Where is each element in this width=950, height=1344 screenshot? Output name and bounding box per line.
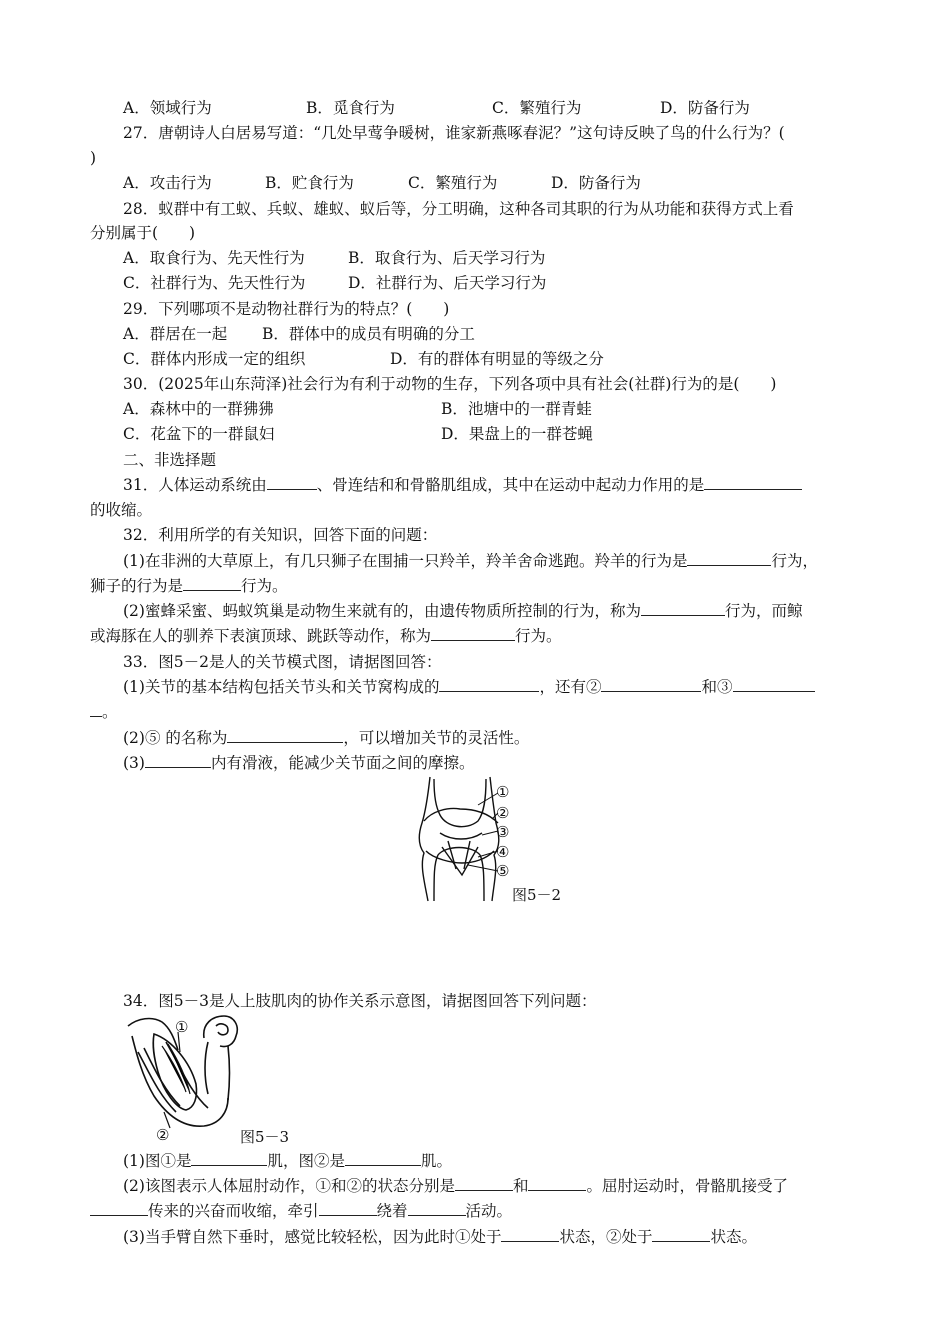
q27-option-b: B．贮食行为 bbox=[265, 174, 354, 192]
q30-option-d: D．果盘上的一群苍蝇 bbox=[441, 425, 593, 443]
q28-stem-cont: 分别属于( ) bbox=[90, 224, 196, 242]
q33-p3-text-a: (3) bbox=[123, 754, 145, 772]
q33-p2-text-a: (2)⑤ 的名称为 bbox=[123, 729, 228, 747]
q34-blank-3[interactable] bbox=[455, 1175, 513, 1191]
joint-outline-left bbox=[419, 777, 430, 901]
q33-p2-text-b: ，可以增加关节的灵活性。 bbox=[343, 729, 530, 747]
q34-p1-text-c: 肌。 bbox=[420, 1152, 452, 1170]
q31-text-a: 31．人体运动系统由 bbox=[123, 476, 267, 494]
q27-option-c: C．繁殖行为 bbox=[408, 174, 498, 192]
q29-option-b: B．群体中的成员有明确的分工 bbox=[262, 325, 475, 343]
q30-option-b: B．池塘中的一群青蛙 bbox=[441, 400, 592, 418]
q32-p2-text-d: 行为。 bbox=[515, 627, 562, 645]
q29-option-a: A．群居在一起 bbox=[123, 325, 228, 343]
q28-option-d: D．社群行为、后天学习行为 bbox=[348, 274, 547, 292]
joint-inner-lines bbox=[448, 841, 470, 869]
q26-option-d: D．防备行为 bbox=[660, 99, 750, 117]
fig53-caption: 图5－3 bbox=[240, 1128, 290, 1146]
q33-p3-text-b: 内有滑液，能减少关节面之间的摩擦。 bbox=[210, 754, 475, 772]
q26-option-a: A．领域行为 bbox=[123, 99, 212, 117]
q28-option-b: B．取食行为、后天学习行为 bbox=[348, 249, 546, 267]
q34-blank-1[interactable] bbox=[191, 1150, 267, 1166]
q34-blank-7[interactable] bbox=[408, 1200, 466, 1216]
biceps-muscle bbox=[153, 1034, 196, 1110]
q34-p2-text-e: 绕着 bbox=[376, 1202, 408, 1220]
q33-p1-line2 bbox=[90, 701, 118, 723]
q34-blank-6[interactable] bbox=[319, 1200, 377, 1216]
q31-text-c: 的收缩。 bbox=[90, 501, 153, 519]
q34-stem: 34．图5－3是人上肢肌肉的协作关系示意图，请据图回答下列问题： bbox=[123, 992, 597, 1010]
arm-fist-outline bbox=[204, 1016, 238, 1047]
q34-p2-text-b: 和 bbox=[512, 1177, 529, 1195]
q32-p2-text-c: 或海豚在人的驯养下表演顶球、跳跃等动作，称为 bbox=[90, 627, 432, 645]
fig52-label-3: ③ bbox=[496, 823, 510, 841]
joint-socket-shape bbox=[434, 848, 484, 902]
q30-stem: 30．(2025年山东菏泽)社会行为有利于动物的生存，下列各项中具有社会(社群)行为的是( ) bbox=[123, 375, 777, 393]
joint-capsule-top bbox=[424, 809, 498, 824]
biceps-fiber-1 bbox=[162, 1046, 186, 1092]
q34-p1-text-a: (1)图①是 bbox=[123, 1152, 192, 1170]
arm-fist-inner bbox=[216, 1024, 228, 1035]
q30-option-c: C．花盆下的一群鼠妇 bbox=[123, 425, 275, 443]
q34-blank-8[interactable] bbox=[501, 1226, 559, 1242]
q27-stem: 27．唐朝诗人白居易写道：“几处早莺争暖树，谁家新燕啄春泥？”这句诗反映了鸟的什么行为？( bbox=[123, 124, 785, 142]
q28-option-c: C．社群行为、先天性行为 bbox=[123, 274, 306, 292]
q34-blank-4[interactable] bbox=[528, 1175, 586, 1191]
q29-option-c: C．群体内形成一定的组织 bbox=[123, 350, 306, 368]
q31-blank-2[interactable] bbox=[704, 474, 802, 490]
q34-blank-5[interactable] bbox=[90, 1200, 148, 1216]
q33-stem: 33．图5－2是人的关节模式图，请据图回答： bbox=[123, 653, 442, 671]
q34-p2-text-a: (2)该图表示人体屈肘动作，①和②的状态分别是 bbox=[123, 1177, 455, 1195]
q34-p1-line bbox=[123, 1150, 452, 1172]
q33-blank-5[interactable] bbox=[145, 752, 211, 768]
fig52-label-5: ⑤ bbox=[496, 862, 510, 880]
q31-line1 bbox=[123, 474, 802, 496]
q28-option-a: A．取食行为、先天性行为 bbox=[123, 249, 305, 267]
q29-option-d: D．有的群体有明显的等级之分 bbox=[390, 350, 604, 368]
q33-p1-text-d: 。 bbox=[102, 703, 118, 721]
q33-blank-4[interactable] bbox=[227, 727, 343, 743]
q27-option-a: A．攻击行为 bbox=[123, 174, 212, 192]
q34-p3-text-a: (3)当手臂自然下垂时，感觉比较轻松，因为此时①处于 bbox=[123, 1228, 502, 1246]
q33-p1-text-a: (1)关节的基本结构包括关节头和关节窝构成的 bbox=[123, 678, 440, 696]
q34-p3-line bbox=[123, 1226, 757, 1248]
q34-p3-text-c: 状态。 bbox=[710, 1228, 757, 1246]
fig53-label-2: ② bbox=[156, 1126, 170, 1144]
q32-blank-2[interactable] bbox=[183, 575, 241, 591]
q32-p1-text-c: 狮子的行为是 bbox=[90, 577, 184, 595]
q28-stem: 28．蚁群中有工蚁、兵蚁、雄蚁、蚁后等，分工明确，这种各司其职的行为从功能和获得方式上看 bbox=[123, 200, 794, 218]
q31-text-b: 、骨连结和和骨骼肌组成，其中在运动中起动力作用的是 bbox=[316, 476, 705, 494]
q32-p1-text-a: (1)在非洲的大草原上，有几只狮子在围捕一只羚羊，羚羊舍命逃跑。羚羊的行为是 bbox=[123, 552, 688, 570]
section-heading-nonchoice: 二、非选择题 bbox=[123, 451, 217, 469]
q33-p3-line bbox=[123, 752, 474, 774]
q34-p3-text-b: 状态，②处于 bbox=[559, 1228, 653, 1246]
joint-cartilage-upper bbox=[440, 833, 482, 839]
q34-p2-line2 bbox=[90, 1200, 512, 1222]
q33-blank-2[interactable] bbox=[601, 676, 701, 692]
joint-leader-1 bbox=[478, 793, 498, 805]
q29-stem: 29．下列哪项不是动物社群行为的特点？( ) bbox=[123, 300, 450, 318]
q32-blank-1[interactable] bbox=[687, 550, 771, 566]
fig52-caption: 图5－2 bbox=[512, 886, 562, 904]
q33-p1-line1 bbox=[123, 676, 815, 698]
q33-blank-3[interactable] bbox=[733, 676, 815, 692]
q33-p2-line bbox=[123, 727, 529, 749]
arm-forearm-left bbox=[205, 1042, 208, 1094]
fig52-label-2: ② bbox=[496, 804, 510, 822]
q32-p1-line2 bbox=[90, 575, 288, 597]
q32-p2-line2 bbox=[90, 625, 562, 647]
q27-close-paren: ) bbox=[90, 149, 97, 167]
arm-forearm-right bbox=[228, 1046, 230, 1100]
q34-blank-9[interactable] bbox=[652, 1226, 710, 1242]
q34-blank-2[interactable] bbox=[345, 1150, 421, 1166]
q34-p2-text-f: 活动。 bbox=[465, 1202, 513, 1220]
q27-option-d: D．防备行为 bbox=[551, 174, 641, 192]
q32-p2-text-a: (2)蜜蜂采蜜、蚂蚁筑巢是动物生来就有的，由遗传物质所控制的行为，称为 bbox=[123, 602, 641, 620]
q34-p2-line1 bbox=[123, 1175, 788, 1197]
joint-head-shape bbox=[434, 779, 486, 827]
fig52-label-1: ① bbox=[496, 783, 510, 801]
q32-p1-text-b: 行为， bbox=[771, 552, 818, 570]
q30-option-a: A．森林中的一群狒狒 bbox=[123, 400, 274, 418]
q33-p1-text-b: ，还有② bbox=[539, 678, 602, 696]
q26-option-b: B．觅食行为 bbox=[306, 99, 395, 117]
q33-blank-3-cont bbox=[90, 701, 102, 717]
fig52-label-4: ④ bbox=[496, 843, 510, 861]
q32-p1-line1 bbox=[123, 550, 818, 572]
q34-p2-text-d: 传来的兴奋而收缩，牵引 bbox=[148, 1202, 319, 1220]
q26-option-c: C．繁殖行为 bbox=[492, 99, 582, 117]
q32-p2-text-b: 行为，而鲸 bbox=[724, 602, 803, 620]
q32-p2-line1 bbox=[123, 600, 802, 622]
q34-p2-text-c: 。屈肘运动时，骨骼肌接受了 bbox=[586, 1177, 788, 1195]
q33-p1-text-c: 和③ bbox=[701, 678, 733, 696]
q32-blank-3[interactable] bbox=[641, 600, 725, 616]
fig53-label-1: ① bbox=[175, 1018, 189, 1036]
q31-blank-1[interactable] bbox=[267, 474, 317, 490]
q33-blank-1[interactable] bbox=[439, 676, 539, 692]
q32-p1-text-d: 行为。 bbox=[241, 577, 288, 595]
q32-blank-4[interactable] bbox=[431, 625, 515, 641]
q34-p1-text-b: 肌，图②是 bbox=[267, 1152, 345, 1170]
q32-stem: 32．利用所学的有关知识，回答下面的问题： bbox=[123, 526, 438, 544]
